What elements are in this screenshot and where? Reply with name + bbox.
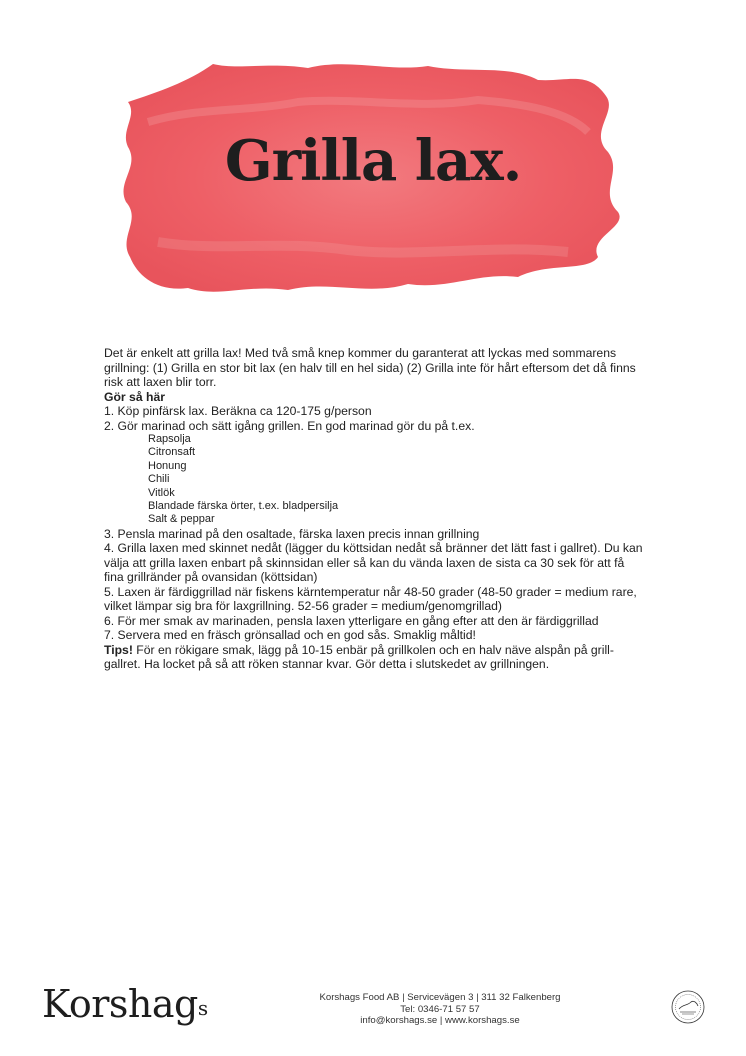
intro-text: Det är enkelt att grilla lax! Med två små knep kommer du garanterat att lyckas med sommarens grillning: (1) Grilla en stor bit lax (en halv till en hel sida) (2) Grilla inte för hårt eftersom det då finns risk att laxen blir torr. [104,346,636,389]
ingredient-item: Citronsaft [148,446,196,459]
step-item: 3. Pensla marinad på den osaltade, färska laxen precis innan grillning [104,526,480,541]
phone-line: Tel: 0346-71 57 57 [400,1003,480,1015]
ingredient-item: Chili [148,473,170,486]
ingredient-item: Blandade färska örter, t.ex. bladpersilja [148,500,339,513]
step-item: 2. Gör marinad och sätt igång grillen. En god marinad gör du på t.ex. [104,418,475,433]
tips-label: Tips! [104,642,133,657]
logo-text: Korshag [42,982,198,1026]
ingredient-item: Honung [148,459,187,472]
logo-suffix: s [197,996,208,1020]
step-item: 6. För mer smak av marinaden, pensla laxen ytterligare en gång efter att den är färdiggrillad [104,613,599,628]
page-title: Grilla lax. [224,128,522,194]
recipe-content [104,346,644,672]
ingredient-item: Vitlök [148,486,175,499]
step-item: 4. Grilla laxen med skinnet nedåt (lägger du köttsidan nedåt så bränner det lätt fast i gallret). Du kan välja att grilla laxen enbart på skinnsidan eller så kan du vända laxen de sista ca 30 sek för att få fina grillränder på ovansidan (köttsidan) [104,541,643,585]
step-item: 5. Laxen är färdiggrillad när fiskens kärntemperatur når 48-50 grader (48-50 grader = medium rare, vilket lämpar sig bra för laxgrillning. 52-56 grader = medium/genomgrillad) [104,584,637,614]
seal-icon [671,990,705,1024]
footer [0,982,746,1032]
contact-info [290,992,590,1027]
ingredient-list [104,433,644,527]
section-heading: Gör så här [104,389,165,404]
step-item: 1. Köp pinfärsk lax. Beräkna ca 120-175 g/person [104,404,372,418]
tips-paragraph [104,643,644,672]
ingredient-item: Rapsolja [148,433,191,445]
ingredient-item: Salt & peppar [148,513,215,526]
tips-text: För en rökigare smak, lägg på 10-15 enbär på grillkolen och en halv näve alspån på grill-gallret. Ha locket på så att röken stannar kvar. Gör detta i slutskedet av grillningen. [104,642,614,672]
brand-logo [42,982,208,1026]
address-line: Korshags Food AB | Servicevägen 3 | 311 32 Falkenberg [319,992,561,1003]
step-item: 7. Servera med en fräsch grönsallad och en god sås. Smaklig måltid! [104,628,476,643]
web-line: info@korshags.se | www.korshags.se [360,1015,520,1027]
